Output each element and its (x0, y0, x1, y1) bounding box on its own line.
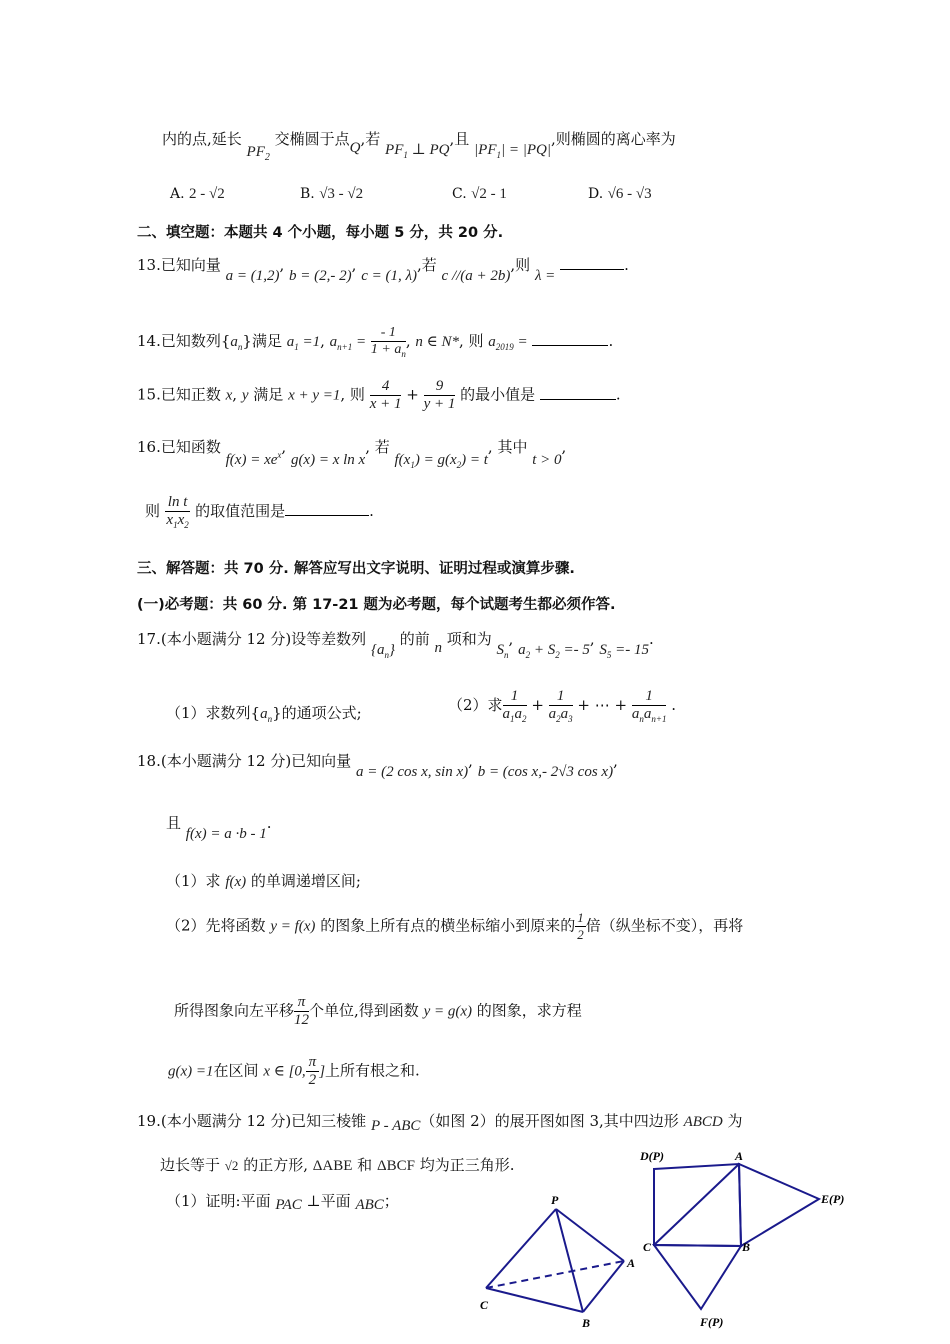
q17: 17.(本小题满分 12 分)设等差数列 $\{a_n\}$ 的前 n 项和为 $S_n$, $a_2 + S_2 =- 5$, $S_5 =- 15$. (137, 630, 654, 660)
edge-cb (486, 1288, 583, 1312)
net-label-f: F(P) (700, 1315, 724, 1329)
vertex-label-a: A (627, 1256, 636, 1270)
net-label-b: B (742, 1240, 751, 1254)
vertex-label-b: B (582, 1316, 591, 1330)
q18: 18.(本小题满分 12 分)已知向量 a = (2 cos x, sin x), b = (cos x,- 2√3 cos x), (137, 752, 618, 780)
q12-option-d: D. √6 - √3 (588, 186, 652, 202)
q12-option-a: A. 2 - √2 (170, 186, 225, 202)
q17-part2: （2）求 $\frac{1}{a_1a_2}$ + $\frac{1}{a_2a_3}$ + ⋯ + 1 $a_na_{n+1}$ . (448, 688, 676, 724)
vertex-label-c: C (480, 1298, 489, 1312)
section3-subheading: (一)必考题：共 60 分. 第 17-21 题为必考题，每个试题考生都必须作答. (137, 597, 616, 613)
q19-line2: 边长等于 √2 的正方形, ΔABE 和 ΔBCF 均为正三角形. (160, 1156, 515, 1174)
diagonal-ca (654, 1164, 739, 1245)
q16-line1: 16.已知函数 $f(x) = xe^x$, g(x) = x ln x, 若 $f(x_1) = g(x_2) = t$, 其中 t > 0, (137, 438, 567, 470)
net-label-a: A (735, 1149, 744, 1163)
q16-line2: 则 $\frac{\text{ln t}}{x_1x_2}$ 的取值范围是 . (145, 494, 374, 530)
q13: 13.已知向量 a = (1,2), b = (2,- 2), c = (1, λ),若 c //(a + 2b),则 λ = . (137, 256, 629, 284)
net-label-d: D(P) (640, 1149, 664, 1163)
q17-part1: （1）求数列$\{a_n\}$的通项公式; (166, 704, 362, 724)
q19: 19.(本小题满分 12 分)已知三棱锥 P - ABC（如图 2）的展开图如图 3,其中四边形 ABCD 为 (137, 1112, 743, 1134)
q14: 14.已知数列$\{a_n\}$满足 $a_1 =1$, $a_{n+1}$ = $\frac{- 1}{1 + a_n}$ , n ∈ N*, 则 $a_{2019}$ = . (137, 325, 614, 359)
pyramid-figure (470, 1185, 650, 1335)
q18-condition: 且 f(x) = a ·b - 1. (166, 814, 272, 842)
vertex-label-p: P (551, 1193, 559, 1207)
net-label-c: C (643, 1240, 652, 1254)
q19-part1: （1）证明:平面 PAC ⊥平面 ABC； (166, 1192, 399, 1213)
net-figure (635, 1145, 855, 1344)
q18-part2-line1: （2）先将函数 y = f(x) 的图象上所有点的横坐标缩小到原来的 $\frac{1}{2}$ 倍（纵坐标不变），再将 (166, 910, 744, 942)
triangle-bcf (654, 1245, 741, 1309)
triangle-abe (739, 1164, 819, 1246)
section3-heading: 三、解答题：共 70 分. 解答应写出文字说明、证明过程或演算步骤. (137, 561, 575, 577)
section2-heading: 二、填空题：本题共 4 个小题，每小题 5 分，共 20 分. (137, 225, 504, 241)
q12-option-b: B. √3 - √2 (300, 186, 364, 202)
q15: 15.已知正数 x, y 满足 x + y =1, 则 $\frac{4}{x + 1}$ + $\frac{9}{y + 1}$ 的最小值是 . (137, 378, 621, 412)
net-label-e: E(P) (821, 1192, 845, 1206)
edge-pb (556, 1209, 583, 1312)
q18-part1: （1）求 f(x) 的单调递增区间; (166, 872, 361, 890)
edge-ba (583, 1261, 624, 1312)
q12-option-c: C. √2 - 1 (452, 186, 507, 202)
q18-part2-line2: 所得图象向左平移 $\frac{\pi}{12}$ 个单位,得到函数 y = g(x) 的图象，求方程 (174, 994, 582, 1028)
q18-part2-line3: g(x) =1在区间 x ∈ [0, $\frac{\pi}{2}$ ]上所有根之和. (168, 1054, 420, 1088)
q12-stem: 内的点,延长 $PF_2$ 交椭圆于点Q,若 $PF_1$ ⊥ PQ,且 $|PF_1| = |PQ|$,则椭圆的离心率为 (162, 130, 676, 163)
edge-pa (556, 1209, 624, 1261)
